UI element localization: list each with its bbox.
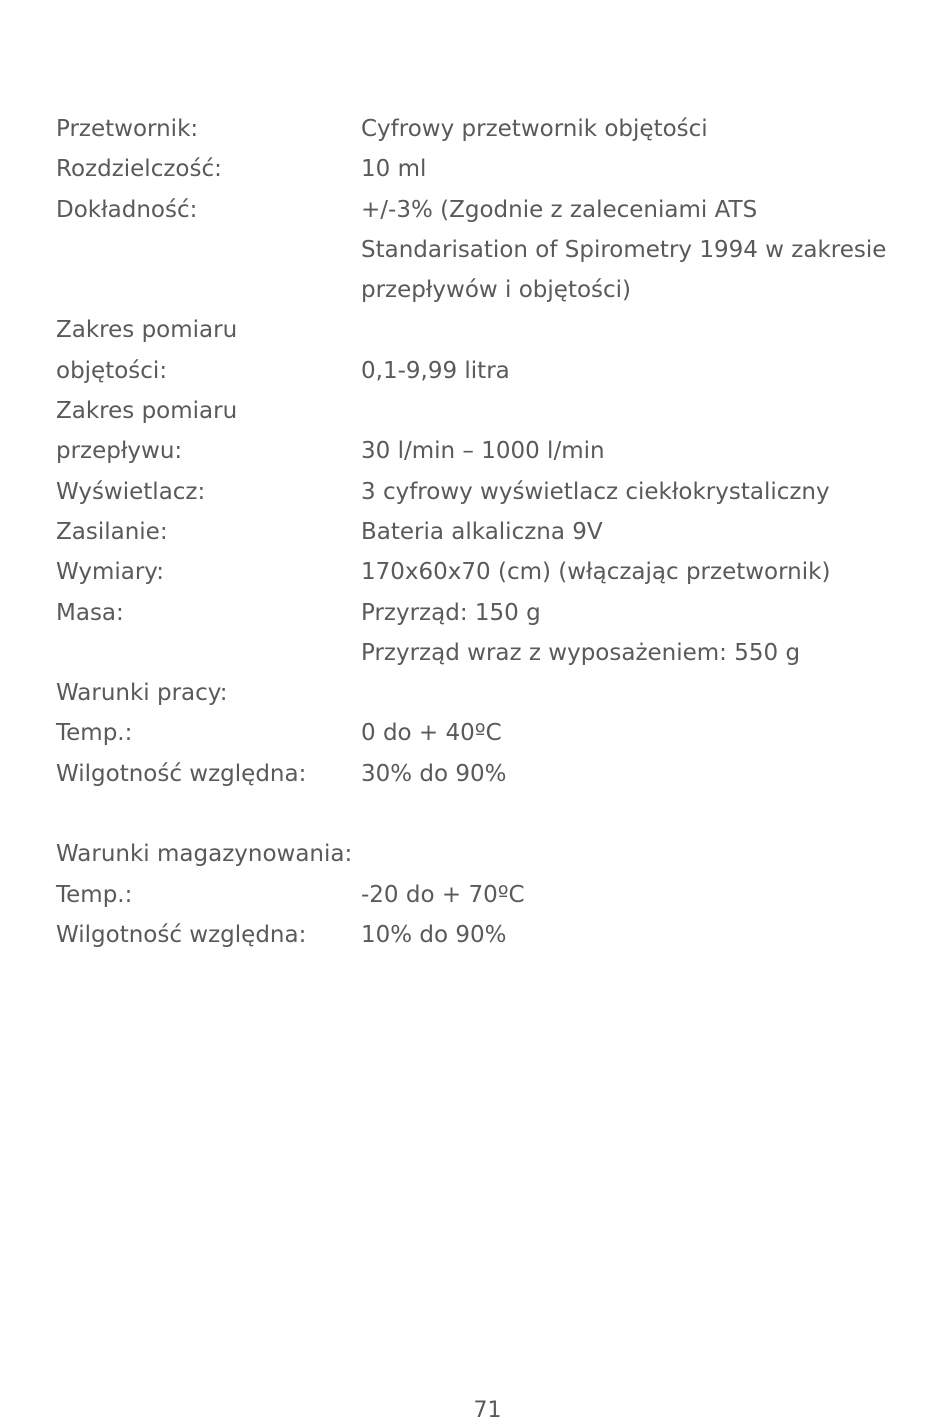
spec-value: [361, 673, 936, 713]
spec-label: [56, 633, 361, 673]
spec-label: Warunki pracy:: [56, 680, 228, 707]
spec-label: Zakres pomiaru: [56, 398, 238, 425]
specifications-list: [56, 109, 936, 955]
spec-row-operating-humidity: [56, 754, 936, 794]
spec-label: [56, 230, 361, 270]
spec-value: 0,1-9,99 litra: [361, 357, 510, 384]
spec-row-transducer: [56, 109, 936, 149]
spec-label: [56, 270, 361, 310]
spec-row-volume-range: [56, 351, 936, 391]
spec-label: Dokładność:: [56, 196, 198, 223]
spec-value: [361, 310, 936, 350]
spec-label: objętości:: [56, 357, 168, 384]
spec-label: Zasilanie:: [56, 518, 168, 545]
spec-label: przepływu:: [56, 438, 183, 465]
spec-label: Temp.:: [56, 881, 133, 908]
spec-value: 30% do 90%: [361, 760, 507, 787]
spec-value: przepływów i objętości): [361, 277, 632, 304]
spec-value: 0 do + 40ºC: [361, 720, 502, 747]
spec-row-mass-cont: [56, 633, 936, 673]
storage-conditions-heading: [56, 834, 936, 874]
spec-row-accuracy-cont-2: [56, 270, 936, 310]
spec-row-operating-conditions: [56, 673, 936, 713]
spec-label: Wilgotność względna:: [56, 921, 307, 948]
spec-row-resolution: [56, 149, 936, 189]
spec-value: Cyfrowy przetwornik objętości: [361, 116, 708, 142]
spec-label: Rozdzielczość:: [56, 156, 222, 183]
spec-row-operating-temp: [56, 713, 936, 753]
spec-label: Wyświetlacz:: [56, 478, 206, 505]
spec-value: +/-3% (Zgodnie z zaleceniami ATS: [361, 196, 758, 223]
spec-row-accuracy: [56, 190, 936, 230]
spec-value: Przyrząd: 150 g: [361, 599, 541, 626]
spec-value: Standarisation of Spirometry 1994 w zakresie: [361, 236, 887, 263]
storage-heading-text: Warunki magazynowania:: [56, 841, 353, 868]
spec-label: Przetwornik:: [56, 116, 199, 142]
spec-row-display: [56, 472, 936, 512]
section-spacer: [56, 794, 936, 834]
spec-row-flow-range-title: [56, 391, 936, 431]
spec-row-volume-range-title: [56, 310, 936, 350]
spec-value: 30 l/min – 1000 l/min: [361, 438, 605, 465]
spec-row-dimensions: [56, 552, 936, 592]
spec-value: -20 do + 70ºC: [361, 881, 525, 908]
spec-value: Przyrząd wraz z wyposażeniem: 550 g: [361, 639, 801, 666]
spec-label: Wymiary:: [56, 559, 164, 586]
spec-row-power: [56, 512, 936, 552]
spec-row-storage-humidity: [56, 915, 936, 955]
spec-value: 10% do 90%: [361, 921, 507, 948]
spec-value: 3 cyfrowy wyświetlacz ciekłokrystaliczny: [361, 478, 830, 505]
spec-row-accuracy-cont-1: [56, 230, 936, 270]
spec-label: Masa:: [56, 599, 124, 626]
spec-label: Wilgotność względna:: [56, 760, 307, 787]
page-number: 71: [473, 1398, 502, 1423]
spec-value: [361, 391, 936, 431]
spec-value: Bateria alkaliczna 9V: [361, 518, 603, 545]
spec-row-flow-range: [56, 431, 936, 471]
spec-value: 10 ml: [361, 156, 427, 183]
spec-row-mass: [56, 593, 936, 633]
spec-row-storage-temp: [56, 875, 936, 915]
spec-label: Zakres pomiaru: [56, 317, 238, 344]
spec-value: 170x60x70 (cm) (włączając przetwornik): [361, 559, 831, 586]
spec-label: Temp.:: [56, 720, 133, 747]
